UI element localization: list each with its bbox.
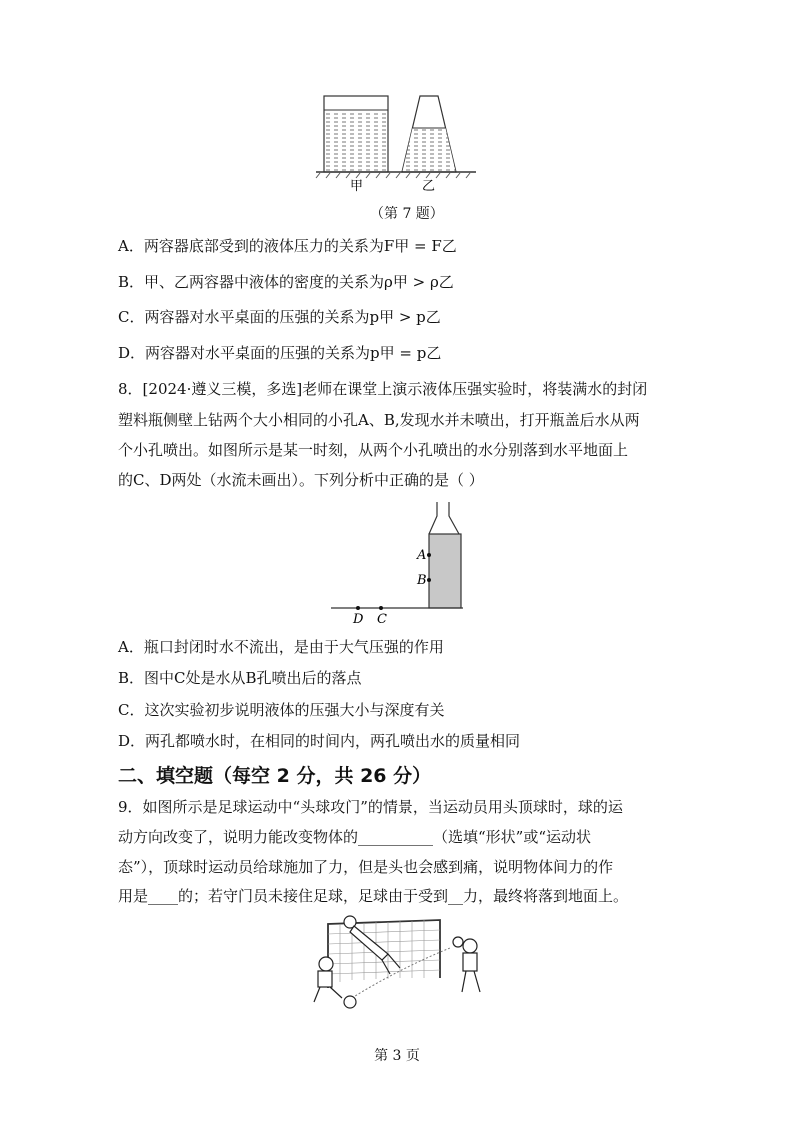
q7-option-b: B．甲、乙两容器中液体的密度的关系为ρ甲 > ρ乙 (118, 273, 454, 291)
q9-line-4: 用是____的；若守门员未接住足球，足球由于受到__力，最终将落到地面上。 (118, 887, 629, 905)
label-c: C (377, 612, 387, 627)
section-heading: 二、填空题（每空 2 分，共 26 分） (118, 765, 432, 787)
q7-option-d: D．两容器对水平桌面的压强的关系为p甲 = p乙 (118, 344, 442, 362)
q8-option-b: B．图中C处是水从B孔喷出后的落点 (118, 669, 362, 687)
label-b: B (417, 573, 427, 588)
q9-line-2: 动方向改变了，说明力能改变物体的__________（选填“形状”或“运动状 (118, 828, 592, 846)
label-d: D (353, 612, 364, 627)
q8-stem-line-4: 的C、D两处（水流未画出）。下列分析中正确的是（ ） (118, 471, 484, 489)
label-a: A (417, 548, 427, 563)
bottle-figure (325, 494, 470, 629)
q7-option-c: C．两容器对水平桌面的压强的关系为p甲 > p乙 (118, 308, 441, 326)
soccer-figure (300, 910, 500, 1012)
q7-caption: （第 7 题） (370, 206, 444, 222)
q8-stem-line-3: 个小孔喷出。如图所示是某一时刻，从两个小孔喷出的水分别落到水平地面上 (118, 441, 629, 459)
page-footer: 第 3 页 (374, 1048, 420, 1064)
q9-line-3: 态”），顶球时运动员给球施加了力，但是头也会感到痛，说明物体间力的作 (118, 858, 614, 876)
q7-option-a: A．两容器底部受到的液体压力的关系为F甲 = F乙 (118, 237, 457, 255)
q9-line-1: 9．如图所示是足球运动中“头球攻门”的情景，当运动员用头顶球时，球的运 (118, 798, 623, 816)
label-yi: 乙 (422, 179, 436, 192)
q8-stem-line-2: 塑料瓶侧壁上钻两个大小相同的小孔A、B,发现水并未喷出，打开瓶盖后水从两 (118, 411, 640, 429)
containers-figure (310, 92, 490, 192)
q8-option-a: A．瓶口封闭时水不流出，是由于大气压强的作用 (118, 638, 444, 656)
label-jia: 甲 (350, 179, 364, 192)
q8-option-d: D．两孔都喷水时，在相同的时间内，两孔喷出水的质量相同 (118, 732, 521, 750)
q8-stem-line-1: 8．[2024·遵义三模，多选]老师在课堂上演示液体压强实验时，将装满水的封闭 (118, 380, 648, 398)
q8-option-c: C．这次实验初步说明液体的压强大小与深度有关 (118, 701, 445, 719)
